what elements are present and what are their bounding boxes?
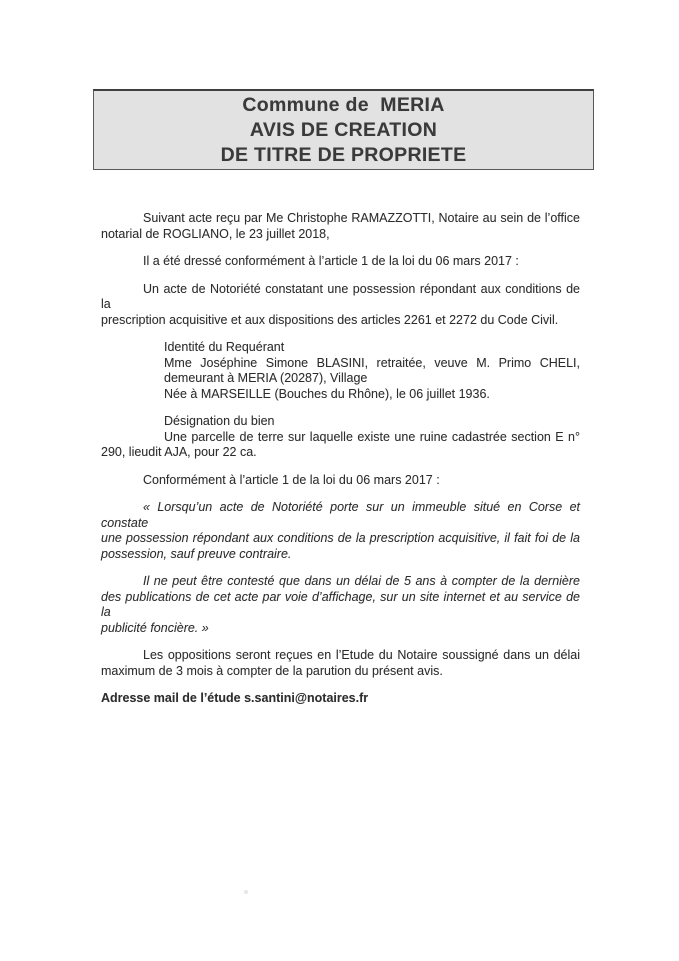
study-email-line bbox=[101, 691, 580, 707]
text-line: Il a été dressé conformément à l’article 1 de la loi du 06 mars 2017 : bbox=[143, 254, 519, 268]
text-line: Adresse mail de l’étude s.santini@notaires.fr bbox=[101, 691, 369, 705]
scan-artifact-dot bbox=[244, 890, 248, 894]
quote-delay bbox=[101, 574, 580, 636]
text-line: maximum de 3 mois à compter de la parution du présent avis. bbox=[101, 663, 443, 678]
text-line: Une parcelle de terre sur laquelle existe une ruine cadastrée section E n° bbox=[164, 429, 580, 444]
section-designation bbox=[101, 414, 580, 461]
text-line: demeurant à MERIA (20287), Village bbox=[164, 371, 368, 385]
text-line: une possession répondant aux conditions de la prescription acquisitive, il fait foi de la bbox=[101, 531, 580, 545]
paragraph-conformity bbox=[101, 473, 580, 489]
notice-type-line-2: DE TITRE DE PROPRIETE bbox=[220, 143, 467, 166]
text-line: Les oppositions seront reçues en l’Etude du Notaire soussigné dans un délai bbox=[143, 648, 580, 662]
commune-title-line: Commune de MERIA bbox=[242, 93, 445, 116]
paragraph-drafted bbox=[101, 254, 580, 270]
section-heading: Désignation du bien bbox=[164, 414, 275, 428]
notice-title-box bbox=[93, 89, 594, 170]
text-line: Conformément à l’article 1 de la loi du 06 mars 2017 : bbox=[143, 472, 440, 487]
paragraph-act-received bbox=[101, 211, 580, 242]
text-line: notarial de ROGLIANO, le 23 juillet 2018, bbox=[101, 226, 330, 241]
text-line: prescription acquisitive et aux dispositions des articles 2261 et 2272 du Code Civil. bbox=[101, 312, 559, 327]
notice-type-line-1: AVIS DE CREATION bbox=[249, 118, 438, 141]
text-line: possession, sauf preuve contraire. bbox=[101, 546, 292, 561]
notice-body bbox=[101, 211, 580, 719]
text-line: « Lorsqu’un acte de Notoriété porte sur un immeuble situé en Corse et constate bbox=[101, 500, 580, 530]
section-heading: Identité du Requérant bbox=[164, 340, 285, 354]
section-identity bbox=[164, 340, 580, 402]
quote-corse bbox=[101, 500, 580, 562]
paragraph-notoriety-act bbox=[101, 282, 580, 329]
text-line: Née à MARSEILLE (Bouches du Rhône), le 06 juillet 1936. bbox=[164, 386, 490, 401]
text-line: des publications de cet acte par voie d’affichage, sur un site internet et au service de la bbox=[101, 589, 580, 619]
text-line: Il ne peut être contesté que dans un délai de 5 ans à compter de la dernière bbox=[143, 574, 580, 588]
text-line: Mme Joséphine Simone BLASINI, retraitée, veuve M. Primo CHELI, bbox=[164, 355, 580, 370]
text-line: 290, lieudit AJA, pour 22 ca. bbox=[101, 445, 257, 459]
paragraph-oppositions bbox=[101, 648, 580, 679]
text-line: Suivant acte reçu par Me Christophe RAMAZZOTTI, Notaire au sein de l’office bbox=[143, 211, 580, 225]
text-line: publicité foncière. » bbox=[101, 620, 209, 635]
text-line: Un acte de Notoriété constatant une possession répondant aux conditions de la bbox=[101, 281, 580, 311]
